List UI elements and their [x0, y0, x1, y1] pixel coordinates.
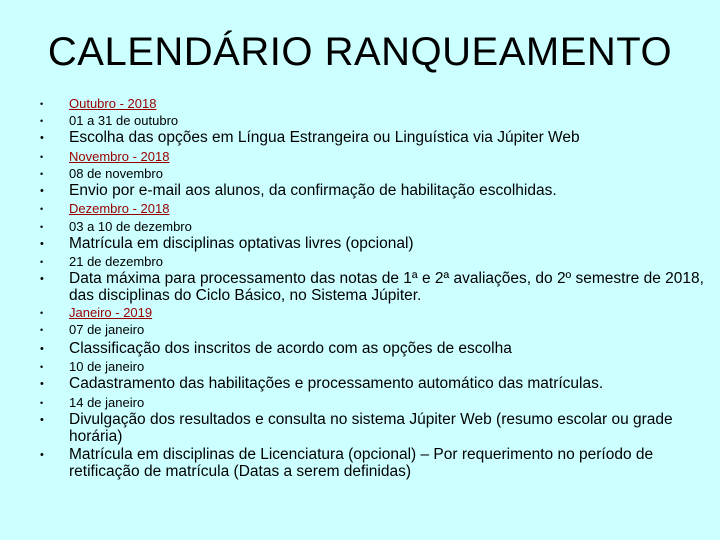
- bullet: •: [40, 378, 44, 390]
- slide-title: CALENDÁRIO RANQUEAMENTO: [47, 30, 673, 74]
- event-text: Data máxima para processamento das notas de 1ª e 2ª avaliações, do 2º semestre de 2018, das disciplinas do Ciclo Básico, no Sistema Júpiter.: [69, 270, 704, 304]
- event-text: Matrícula em disciplinas optativas livres (opcional): [69, 235, 414, 252]
- event-text: Envio por e-mail aos alunos, da confirmação de habilitação escolhidas.: [69, 182, 557, 199]
- bullet: •: [40, 116, 44, 126]
- date-label: 21 de dezembro: [69, 254, 163, 269]
- bullet: •: [40, 362, 44, 372]
- event-text: Cadastramento das habilitações e processamento automático das matrículas.: [69, 375, 604, 392]
- bullet: •: [40, 222, 44, 232]
- bullet: •: [40, 398, 44, 408]
- bullet: •: [40, 99, 44, 109]
- bullet: •: [40, 449, 44, 461]
- month-heading: Janeiro - 2019: [69, 305, 153, 320]
- month-heading: Outubro - 2018: [69, 96, 157, 111]
- event-text: Escolha das opções em Língua Estrangeira ou Linguística via Júpiter Web: [69, 129, 580, 146]
- bullet: •: [40, 414, 44, 426]
- bullet: •: [40, 238, 44, 250]
- date-label: 07 de janeiro: [69, 322, 145, 337]
- bullet: •: [40, 152, 44, 162]
- date-label: 03 a 10 de dezembro: [69, 219, 192, 234]
- bullet: •: [40, 325, 44, 335]
- bullet: •: [40, 343, 44, 355]
- date-label: 08 de novembro: [69, 166, 163, 181]
- bullet: •: [40, 185, 44, 197]
- event-text: Divulgação dos resultados e consulta no sistema Júpiter Web (resumo escolar ou grade horária): [69, 411, 673, 445]
- bullet: •: [40, 308, 44, 318]
- date-label: 14 de janeiro: [69, 395, 145, 410]
- event-text: Matrícula em disciplinas de Licenciatura (opcional) – Por requerimento no período de retificação de matrícula (Datas a serem definidas): [69, 446, 654, 480]
- date-label: 01 a 31 de outubro: [69, 113, 179, 128]
- event-text: Classificação dos inscritos de acordo com as opções de escolha: [69, 340, 512, 357]
- date-label: 10 de janeiro: [69, 359, 145, 374]
- bullet: •: [40, 132, 44, 144]
- bullet: •: [40, 257, 44, 267]
- bullet: •: [40, 204, 44, 214]
- bullet: •: [40, 169, 44, 179]
- month-heading: Dezembro - 2018: [69, 201, 170, 216]
- month-heading: Novembro - 2018: [69, 149, 170, 164]
- bullet: •: [40, 273, 44, 285]
